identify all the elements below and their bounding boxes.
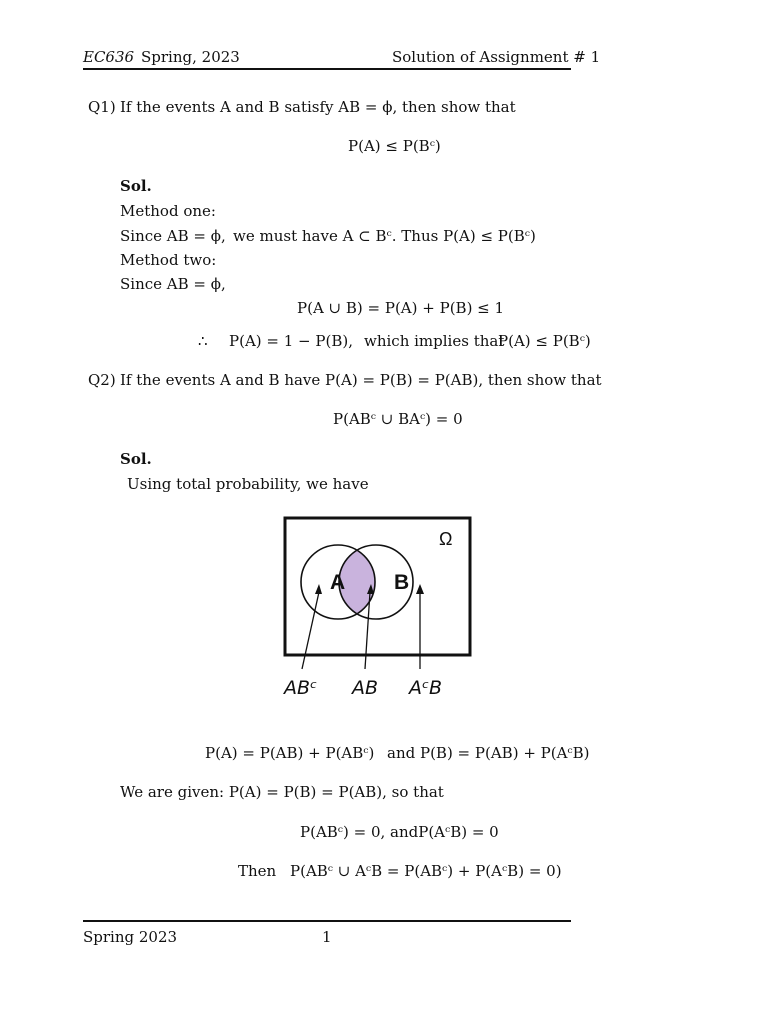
q2-total-prob-a: P(A) = P(AB) + P(ABᶜ): [205, 744, 375, 762]
header-term: Spring, 2023: [141, 48, 240, 66]
q1-statement: If the events A and B satisfy AB = ϕ, then show that: [120, 98, 516, 116]
q2-total-prob-b: and P(B) = P(AB) + P(AᶜB): [387, 744, 590, 762]
q1-method2-title: Method two:: [120, 251, 217, 269]
q2-final-equation: P(ABᶜ ∪ AᶜB = P(ABᶜ) + P(AᶜB) = 0): [290, 862, 562, 880]
q1-sol-heading: Sol.: [120, 177, 152, 195]
q1-method1-line-a: Since AB = ϕ,: [120, 227, 226, 245]
q1-label: Q1): [88, 98, 116, 116]
label-acb: AᶜB: [409, 677, 443, 699]
header-course: EC636: [83, 48, 135, 66]
label-abc: ABᶜ: [284, 677, 318, 699]
q1-method1-title: Method one:: [120, 202, 216, 220]
q2-statement: If the events A and B have P(A) = P(B) = P(AB), then show that: [120, 371, 602, 389]
q1-method1-line-b: we must have A ⊂ Bᶜ. Thus P(A) ≤ P(Bᶜ): [233, 227, 536, 245]
q2-given: We are given: P(A) = P(B) = P(AB), so that: [120, 783, 444, 801]
header-title: Solution of Assignment # 1: [392, 48, 601, 66]
omega-label: Ω: [439, 529, 453, 549]
label-ab: AB: [352, 677, 379, 699]
q1-method2-line: Since AB = ϕ,: [120, 275, 226, 293]
footer-page-number: 1: [322, 928, 332, 946]
footer-rule: [83, 920, 571, 922]
q2-label: Q2): [88, 371, 116, 389]
set-a-label: A: [330, 571, 346, 594]
q1-equation-complement: P(A) = 1 − P(B),: [229, 332, 353, 350]
header-rule: [83, 68, 571, 70]
therefore-symbol: ∴: [198, 332, 208, 350]
q1-implies-text: which implies that: [364, 332, 505, 350]
q1-conclusion: P(A) ≤ P(Bᶜ): [498, 332, 591, 350]
footer-term: Spring 2023: [83, 928, 178, 946]
q2-intro: Using total probability, we have: [127, 475, 369, 493]
q2-then: Then: [238, 862, 277, 880]
q2-sol-heading: Sol.: [120, 450, 152, 468]
q2-display-equation: P(ABᶜ ∪ BAᶜ) = 0: [333, 410, 463, 428]
q2-zero-equations: P(ABᶜ) = 0, andP(AᶜB) = 0: [300, 823, 499, 841]
q1-equation-union: P(A ∪ B) = P(A) + P(B) ≤ 1: [297, 299, 505, 317]
venn-diagram: [275, 512, 485, 708]
q1-display-equation: P(A) ≤ P(Bᶜ): [348, 137, 441, 155]
set-b-label: B: [394, 571, 410, 594]
